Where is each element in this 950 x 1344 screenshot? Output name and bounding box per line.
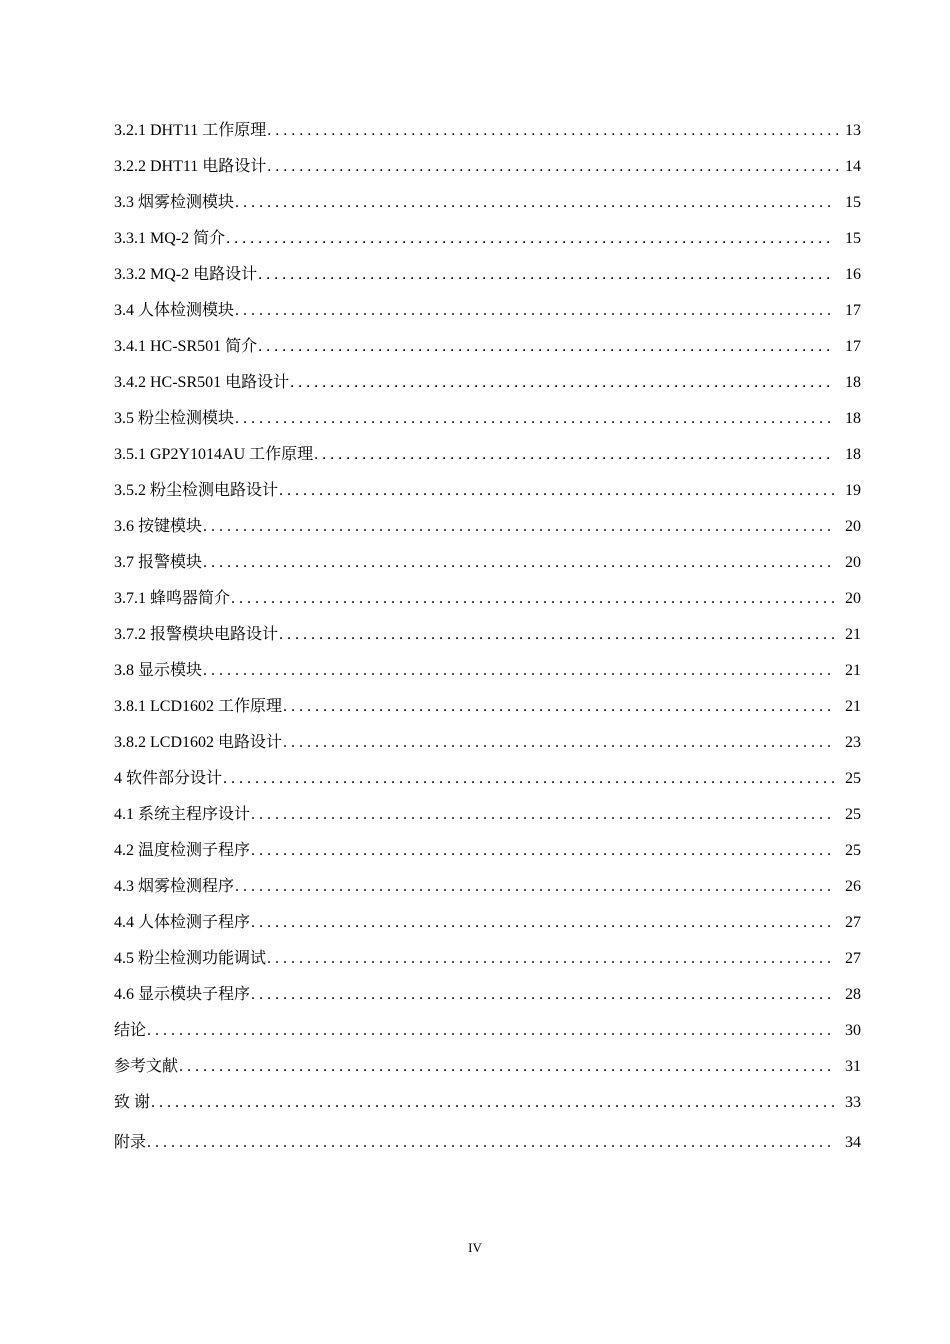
toc-dot-leader — [258, 329, 834, 365]
toc-dot-leader — [231, 581, 834, 617]
toc-dot-leader — [267, 941, 834, 977]
toc-entry-title: 3.3 烟雾检测模块 — [114, 194, 235, 211]
toc-entry[interactable] — [114, 1049, 861, 1085]
toc-dot-leader — [314, 437, 834, 473]
toc-entry-page: 21 — [845, 698, 861, 715]
toc-entry-title: 3.7 报警模块 — [114, 554, 203, 571]
toc-entry-page: 18 — [845, 446, 861, 463]
toc-dot-leader — [251, 797, 834, 833]
toc-entry-page: 20 — [845, 554, 861, 571]
toc-entry-page: 18 — [845, 410, 861, 427]
toc-dot-leader — [279, 473, 834, 509]
toc-entry[interactable] — [114, 365, 861, 401]
toc-entry-title: 致 谢 — [114, 1094, 151, 1111]
toc-dot-leader — [267, 113, 838, 149]
toc-entry[interactable] — [114, 941, 861, 977]
toc-entry[interactable] — [114, 1013, 861, 1049]
toc-entry[interactable] — [114, 833, 861, 869]
toc-entry[interactable] — [114, 617, 861, 653]
toc-entry[interactable] — [114, 473, 861, 509]
toc-entry-title: 4.5 粉尘检测功能调试 — [114, 950, 267, 967]
toc-entry-title: 3.4 人体检测模块 — [114, 302, 235, 319]
toc-entry[interactable] — [114, 221, 861, 257]
toc-entry-title: 3.7.2 报警模块电路设计 — [114, 626, 279, 643]
table-of-contents — [114, 113, 861, 1161]
toc-dot-leader — [251, 905, 834, 941]
toc-entry[interactable] — [114, 581, 861, 617]
toc-entry-page: 26 — [845, 878, 861, 895]
toc-dot-leader — [258, 257, 834, 293]
toc-dot-leader — [203, 545, 834, 581]
toc-entry-title: 3.6 按键模块 — [114, 518, 203, 535]
toc-entry-title: 3.7.1 蜂鸣器简介 — [114, 590, 231, 607]
toc-dot-leader — [267, 149, 838, 185]
toc-entry-title: 3.5.1 GP2Y1014AU 工作原理 — [114, 446, 314, 463]
toc-entry[interactable] — [114, 437, 861, 473]
toc-entry[interactable] — [114, 509, 861, 545]
toc-dot-leader — [251, 977, 834, 1013]
toc-entry-title: 3.3.2 MQ-2 电路设计 — [114, 266, 258, 283]
toc-dot-leader — [235, 293, 834, 329]
toc-entry-page: 31 — [845, 1058, 861, 1075]
toc-entry-page: 19 — [845, 482, 861, 499]
toc-dot-leader — [223, 761, 834, 797]
toc-dot-leader — [147, 1125, 834, 1161]
toc-entry-page: 15 — [845, 194, 861, 211]
toc-entry-page: 23 — [845, 734, 861, 751]
toc-entry-title: 4.4 人体检测子程序 — [114, 914, 251, 931]
toc-entry[interactable] — [114, 113, 861, 149]
toc-entry-title: 3.5.2 粉尘检测电路设计 — [114, 482, 279, 499]
toc-entry-page: 21 — [845, 662, 861, 679]
toc-entry-title: 3.2.1 DHT11 工作原理 — [114, 122, 267, 139]
toc-entry-title: 附录 — [114, 1134, 147, 1151]
toc-entry-page: 25 — [845, 842, 861, 859]
toc-entry-title: 参考文献 — [114, 1058, 179, 1075]
toc-entry-page: 30 — [845, 1022, 861, 1039]
toc-dot-leader — [251, 833, 834, 869]
toc-dot-leader — [279, 617, 834, 653]
toc-entry[interactable] — [114, 869, 861, 905]
toc-entry[interactable] — [114, 401, 861, 437]
toc-entry-title: 3.3.1 MQ-2 简介 — [114, 230, 226, 247]
toc-dot-leader — [283, 689, 834, 725]
toc-entry-title: 3.4.1 HC-SR501 简介 — [114, 338, 258, 355]
toc-dot-leader — [147, 1013, 834, 1049]
toc-entry-page: 20 — [845, 518, 861, 535]
toc-entry-page: 17 — [845, 338, 861, 355]
toc-entry-title: 4.6 显示模块子程序 — [114, 986, 251, 1003]
toc-entry[interactable] — [114, 797, 861, 833]
toc-entry-page: 34 — [845, 1134, 861, 1151]
toc-entry[interactable] — [114, 905, 861, 941]
toc-entry-page: 21 — [845, 626, 861, 643]
toc-entry[interactable] — [114, 689, 861, 725]
toc-entry-page: 15 — [845, 230, 861, 247]
toc-entry[interactable] — [114, 185, 861, 221]
toc-dot-leader — [226, 221, 834, 257]
toc-entry-page: 16 — [845, 266, 861, 283]
toc-dot-leader — [290, 365, 834, 401]
toc-dot-leader — [203, 653, 834, 689]
toc-entry-title: 4.1 系统主程序设计 — [114, 806, 251, 823]
toc-entry[interactable] — [114, 149, 861, 185]
toc-entry-page: 13 — [845, 122, 861, 139]
toc-entry[interactable] — [114, 761, 861, 797]
toc-entry-page: 18 — [845, 374, 861, 391]
toc-entry-title: 4 软件部分设计 — [114, 770, 223, 787]
toc-dot-leader — [235, 185, 834, 221]
toc-entry-title: 3.8.2 LCD1602 电路设计 — [114, 734, 283, 751]
toc-entry-page: 14 — [845, 158, 861, 175]
toc-dot-leader — [235, 401, 834, 437]
toc-entry[interactable] — [114, 653, 861, 689]
toc-entry-page: 27 — [845, 914, 861, 931]
toc-entry-page: 25 — [845, 770, 861, 787]
toc-entry-title: 结论 — [114, 1022, 147, 1039]
toc-entry[interactable] — [114, 977, 861, 1013]
toc-dot-leader — [203, 509, 834, 545]
toc-entry[interactable] — [114, 329, 861, 365]
toc-dot-leader — [283, 725, 834, 761]
toc-entry-page: 28 — [845, 986, 861, 1003]
toc-entry-page: 27 — [845, 950, 861, 967]
toc-entry-page: 33 — [845, 1094, 861, 1111]
toc-entry[interactable] — [114, 1085, 861, 1121]
toc-entry[interactable] — [114, 257, 861, 293]
toc-entry[interactable] — [114, 545, 861, 581]
toc-entry[interactable] — [114, 293, 861, 329]
toc-entry-title: 4.3 烟雾检测程序 — [114, 878, 235, 895]
toc-dot-leader — [235, 869, 834, 905]
toc-entry-title: 3.8 显示模块 — [114, 662, 203, 679]
toc-entry-title: 3.4.2 HC-SR501 电路设计 — [114, 374, 290, 391]
toc-dot-leader — [151, 1085, 834, 1121]
toc-entry-title: 4.2 温度检测子程序 — [114, 842, 251, 859]
toc-entry[interactable] — [114, 1125, 861, 1161]
toc-entry-title: 3.5 粉尘检测模块 — [114, 410, 235, 427]
page-number: IV — [468, 1240, 482, 1255]
toc-dot-leader — [179, 1049, 834, 1085]
toc-entry-page: 25 — [845, 806, 861, 823]
toc-entry-title: 3.8.1 LCD1602 工作原理 — [114, 698, 283, 715]
toc-entry-page: 17 — [845, 302, 861, 319]
toc-entry-page: 20 — [845, 590, 861, 607]
toc-entry-title: 3.2.2 DHT11 电路设计 — [114, 158, 267, 175]
toc-entry[interactable] — [114, 725, 861, 761]
